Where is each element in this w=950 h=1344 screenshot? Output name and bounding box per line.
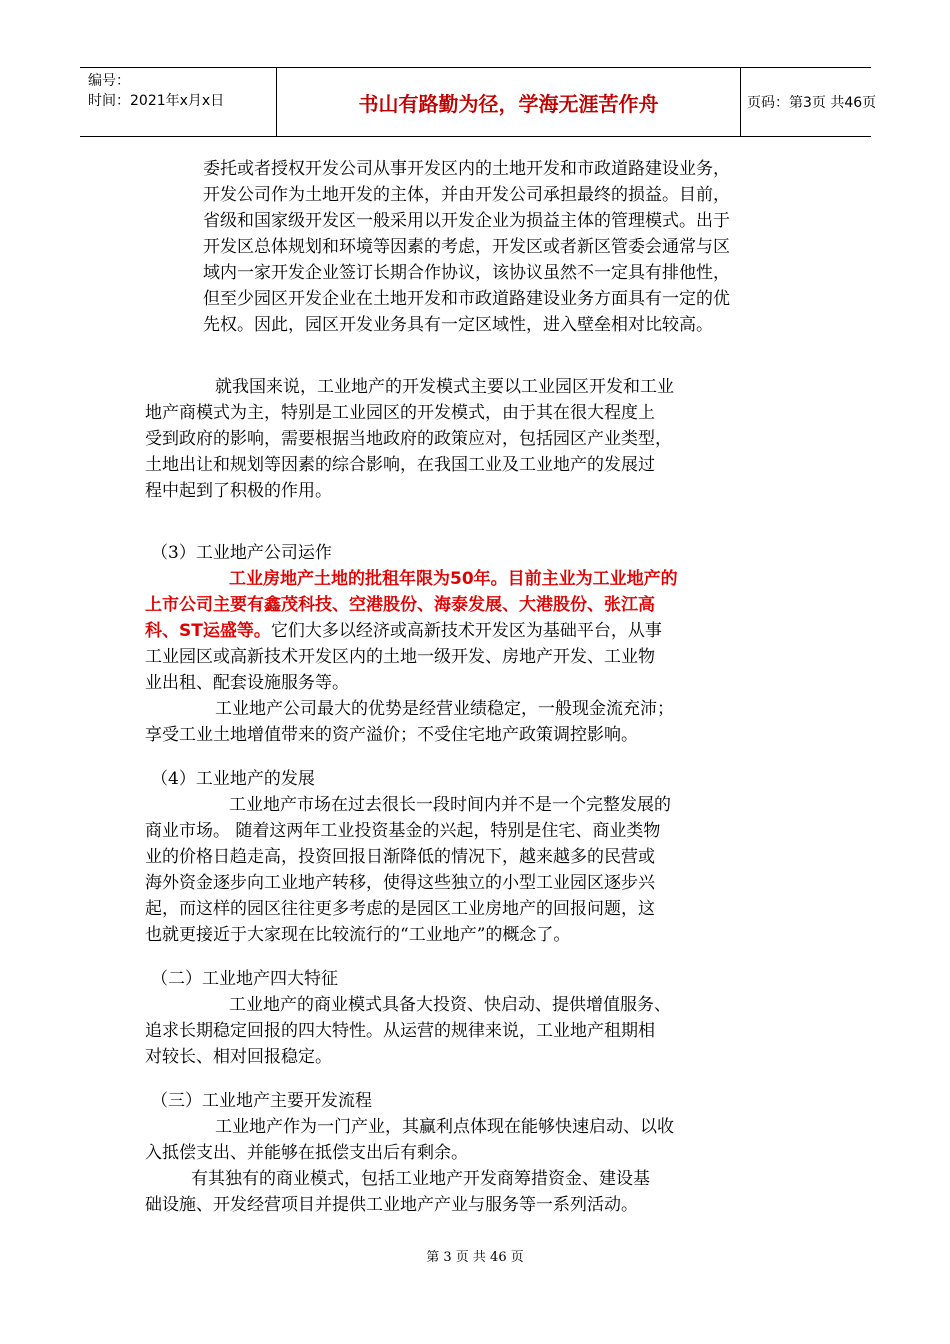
section-4	[145, 766, 805, 948]
text-line: 省级和国家级开发区一般采用以开发企业为损益主体的管理模式。出于	[203, 211, 730, 231]
text-line: 工业地产的商业模式具备大投资、快启动、提供增值服务、	[229, 995, 671, 1015]
number-label: 编号：	[88, 73, 130, 89]
text-line: 业出租、配套设施服务等。	[145, 673, 349, 693]
text-line: 地产商模式为主，特别是工业园区的开发模式，由于其在很大程度上	[145, 403, 655, 423]
text-line: 开发区总体规划和环境等因素的考虑，开发区或者新区管委会通常与区	[203, 237, 730, 257]
text-line: 有其独有的商业模式，包括工业地产开发商筹措资金、建设基	[191, 1169, 650, 1189]
section-title: （二）工业地产四大特征	[151, 969, 338, 989]
text-line: 础设施、开发经营项目并提供工业地产产业与服务等一系列活动。	[145, 1195, 638, 1215]
text-span: 它们大多以经济或高新技术开发区为基础平台，从事	[270, 621, 662, 641]
text-line: 程中起到了积极的作用。	[145, 481, 332, 501]
paragraph-block2	[145, 374, 805, 504]
text-line: 开发公司作为土地开发的主体，并由开发公司承担最终的损益。目前，	[203, 185, 730, 205]
text-line: 海外资金逐步向工业地产转移，使得这些独立的小型工业园区逐步兴	[145, 873, 655, 893]
highlight-line: 工业房地产土地的批租年限为50年。目前主业为工业地产的	[229, 569, 678, 589]
section-three	[145, 1088, 805, 1218]
text-line: 但至少园区开发企业在土地开发和市政道路建设业务方面具有一定的优	[203, 289, 730, 309]
text-line: 工业地产市场在过去很长一段时间内并不是一个完整发展的	[229, 795, 671, 815]
text-line: 委托或者授权开发公司从事开发区内的土地开发和市政道路建设业务，	[203, 159, 730, 179]
section-title: （4）工业地产的发展	[151, 769, 315, 789]
text-line: 追求长期稳定回报的四大特性。从运营的规律来说，工业地产租期相	[145, 1021, 655, 1041]
date-label: 时间：2021年x月x日	[88, 93, 225, 109]
text-line: 工业地产公司最大的优势是经营业绩稳定，一般现金流充沛；	[215, 699, 674, 719]
highlight-text: 科、ST运盛等。	[145, 621, 271, 641]
mixed-line	[145, 618, 805, 644]
section-two	[145, 966, 805, 1070]
text-line: 商业市场。 随着这两年工业投资基金的兴起，特别是住宅、商业类物	[145, 821, 661, 841]
header-meta	[80, 68, 276, 136]
section-title: （三）工业地产主要开发流程	[151, 1091, 372, 1111]
text-line: 工业园区或高新技术开发区内的土地一级开发、房地产开发、工业物	[145, 647, 655, 667]
text-line: 起，而这样的园区往往更多考虑的是园区工业房地产的回报问题，这	[145, 899, 655, 919]
section-title: （3）工业地产公司运作	[151, 543, 332, 563]
header-motto: 书山有路勤为径，学海无涯苦作舟	[276, 68, 741, 136]
paragraph-block1	[145, 156, 805, 338]
text-line: 享受工业土地增值带来的资产溢价；不受住宅地产政策调控影响。	[145, 725, 638, 745]
text-line: 先权。因此，园区开发业务具有一定区域性，进入壁垒相对比较高。	[203, 315, 713, 335]
text-line: 就我国来说，工业地产的开发模式主要以工业园区开发和工业	[215, 377, 674, 397]
text-line: 域内一家开发企业签订长期合作协议，该协议虽然不一定具有排他性，	[203, 263, 730, 283]
text-line: 工业地产作为一门产业，其赢利点体现在能够快速启动、以收	[215, 1117, 674, 1137]
page-footer: 第 3 页 共 46 页	[426, 1250, 524, 1265]
header-page-info: 页码：第3页 共46页	[747, 95, 877, 111]
text-line: 土地出让和规划等因素的综合影响，在我国工业及工业地产的发展过	[145, 455, 655, 475]
text-line: 受到政府的影响，需要根据当地政府的政策应对，包括园区产业类型，	[145, 429, 672, 449]
page-header	[80, 67, 877, 137]
text-line: 入抵偿支出、并能够在抵偿支出后有剩余。	[145, 1143, 468, 1163]
text-line: 对较长、相对回报稳定。	[145, 1047, 332, 1067]
section-3	[145, 540, 805, 748]
document-body	[145, 156, 805, 1218]
text-line: 业的价格日趋走高，投资回报日渐降低的情况下，越来越多的民营或	[145, 847, 655, 867]
highlight-line: 上市公司主要有鑫茂科技、空港股份、海泰发展、大港股份、张江高	[145, 595, 655, 615]
text-line: 也就更接近于大家现在比较流行的“工业地产”的概念了。	[145, 925, 571, 945]
